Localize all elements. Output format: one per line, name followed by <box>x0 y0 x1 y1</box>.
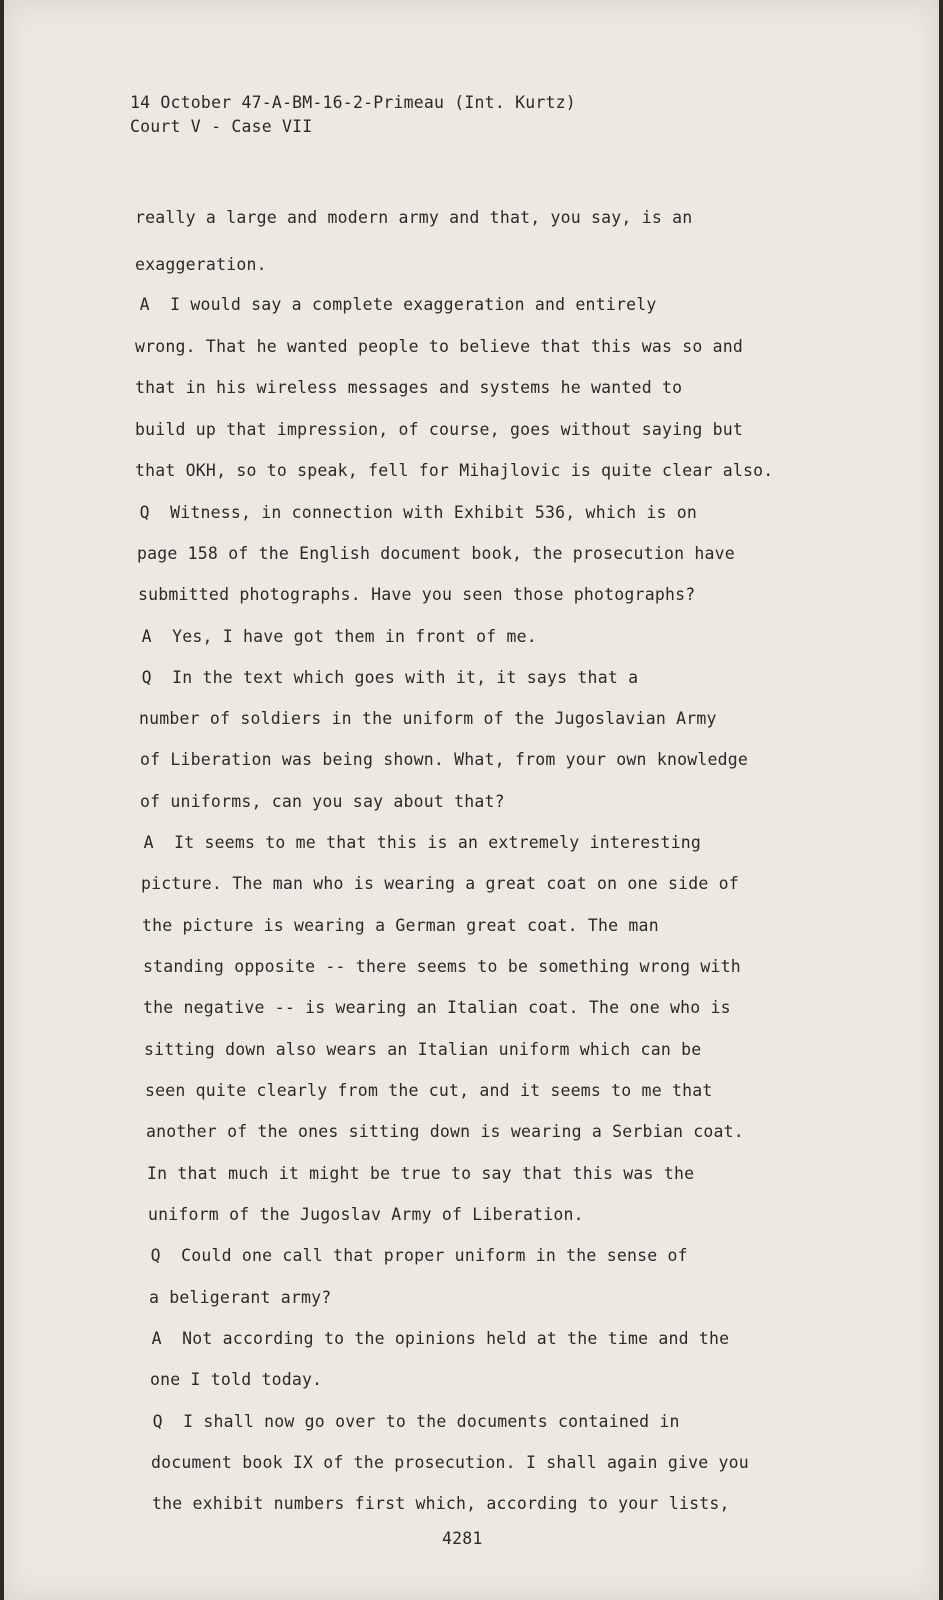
transcript-line: seen quite clearly from the cut, and it seems to me that <box>145 1081 713 1100</box>
transcript-line: number of soldiers in the uniform of the Jugoslavian Army <box>139 709 717 728</box>
transcript-line: wrong. That he wanted people to believe that this was so and <box>135 337 744 356</box>
transcript-line: A Not according to the opinions held at the time and the <box>101 1329 730 1348</box>
transcript-line: document book IX of the prosecution. I shall again give you <box>151 1453 749 1472</box>
transcript-line: uniform of the Jugoslav Army of Liberation. <box>148 1205 584 1224</box>
header-line-session: 14 October 47-A-BM-16-2-Primeau (Int. Kurtz) <box>130 93 576 112</box>
transcript-line: build up that impression, of course, goes without saying but <box>135 420 744 439</box>
transcript-line: page 158 of the English document book, the prosecution have <box>137 544 735 563</box>
transcript-line: A It seems to me that this is an extremely interesting <box>93 833 702 852</box>
transcript-line: another of the ones sitting down is wearing a Serbian coat. <box>146 1122 744 1141</box>
page-number: 4281 <box>442 1529 483 1548</box>
document-page <box>4 0 939 1600</box>
transcript-line: of uniforms, can you say about that? <box>140 792 505 811</box>
transcript-line: Q Witness, in connection with Exhibit 536, which is on <box>89 503 698 522</box>
transcript-line: that OKH, so to speak, fell for Mihajlovic is quite clear also. <box>135 461 774 480</box>
transcript-line: the exhibit numbers first which, according to your lists, <box>152 1494 730 1513</box>
transcript-line: exaggeration. <box>135 255 267 274</box>
transcript-line: of Liberation was being shown. What, from your own knowledge <box>140 750 749 769</box>
transcript-line: A Yes, I have got them in front of me. <box>91 627 537 646</box>
transcript-line: one I told today. <box>150 1370 323 1389</box>
transcript-line: the negative -- is wearing an Italian coat. The one who is <box>143 998 731 1017</box>
transcript-line: picture. The man who is wearing a great coat on one side of <box>141 874 739 893</box>
transcript-line: submitted photographs. Have you seen those photographs? <box>138 585 696 604</box>
transcript-line: Q Could one call that proper uniform in the sense of <box>100 1246 688 1265</box>
transcript-line: really a large and modern army and that, you say, is an <box>135 208 693 227</box>
transcript-line: In that much it might be true to say that this was the <box>147 1164 695 1183</box>
transcript-line: the picture is wearing a German great coat. The man <box>142 916 659 935</box>
transcript-line: Q In the text which goes with it, it says that a <box>91 668 639 687</box>
transcript-line: that in his wireless messages and systems he wanted to <box>135 378 683 397</box>
document-header <box>130 91 576 139</box>
transcript-line: a beligerant army? <box>149 1288 332 1307</box>
transcript-line: sitting down also wears an Italian uniform which can be <box>144 1040 702 1059</box>
transcript-line: Q I shall now go over to the documents contained in <box>102 1412 680 1431</box>
transcript-line: A I would say a complete exaggeration and entirely <box>89 295 657 314</box>
transcript-line: standing opposite -- there seems to be something wrong with <box>143 957 741 976</box>
header-line-court: Court V - Case VII <box>130 117 313 136</box>
